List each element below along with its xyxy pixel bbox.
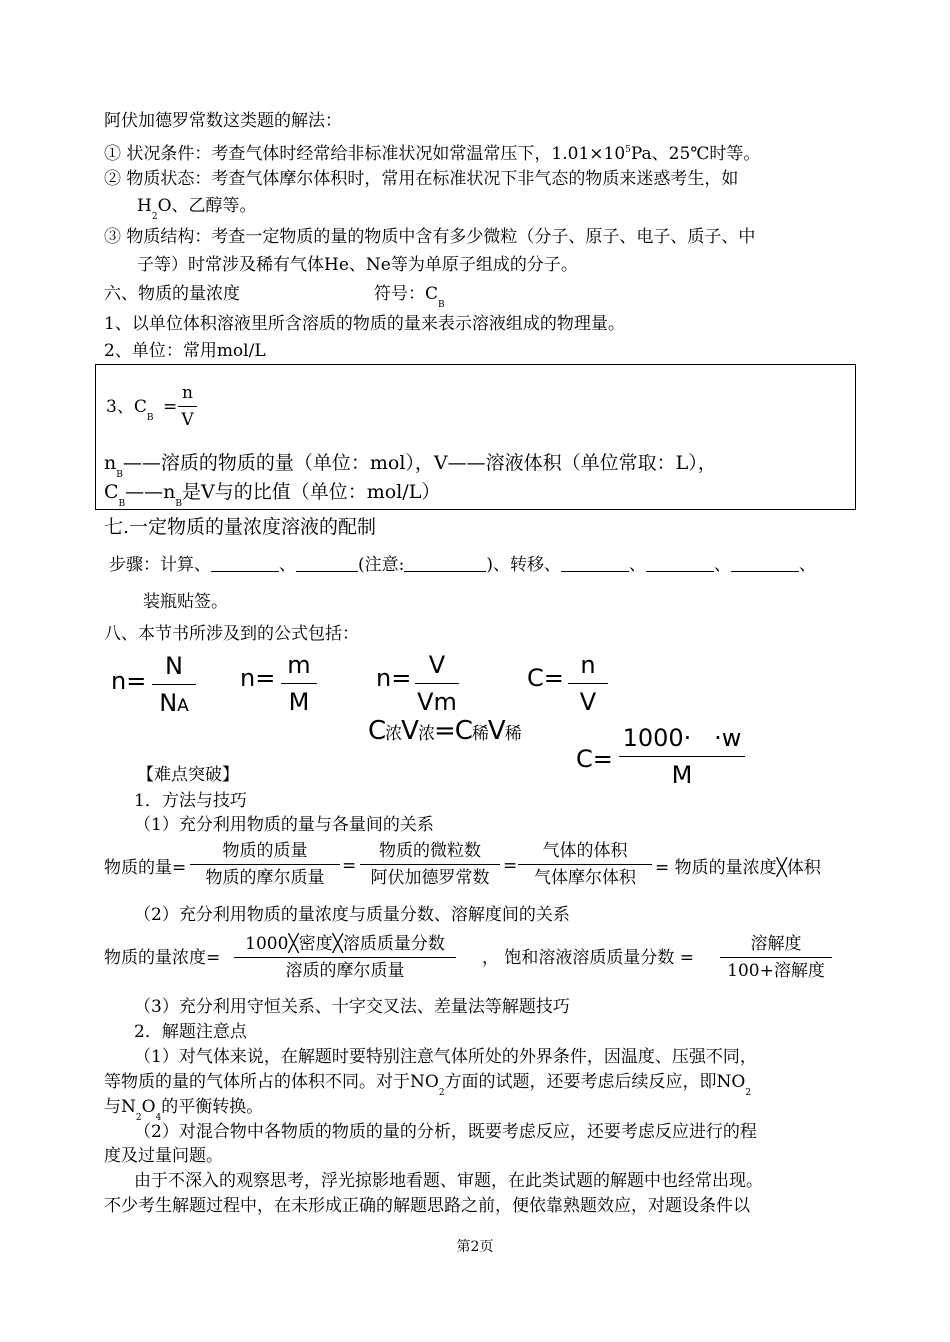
blank-2[interactable]: [296, 553, 358, 572]
formula-lhs: C=: [576, 745, 613, 773]
formula-lhs: C=: [527, 664, 564, 692]
subscript-a: A: [177, 696, 189, 716]
item-structure-cont: 子等）时常涉及稀有气体He、Ne等为单原子组成的分子。: [137, 255, 578, 275]
section6-p2: 2、单位：常用mol/L: [104, 341, 266, 361]
frac-den: 溶质的摩尔质量: [285, 961, 405, 981]
box-def2: [104, 481, 440, 515]
exponent: 5: [625, 145, 631, 155]
frac-num: 溶解度: [720, 933, 832, 958]
sub-dilute: 稀: [504, 724, 521, 744]
item-condition: [104, 139, 760, 165]
blank-1[interactable]: [211, 553, 279, 572]
frac-num: 物质的微粒数: [360, 840, 500, 865]
section6-title: 六、物质的量浓度: [104, 284, 240, 304]
eq1-lhs: 物质的量=: [104, 858, 187, 878]
eq2-frac: [234, 933, 456, 982]
eq1-frac2: [360, 840, 500, 889]
box-formula-prefix: [106, 396, 153, 429]
formula-den: Vm: [417, 688, 457, 716]
formula-num: 1000· ·w: [619, 724, 745, 757]
formula-den: V: [579, 688, 597, 716]
method-skills: 1．方法与技巧: [134, 791, 247, 811]
formula-n-vvm: [376, 664, 411, 692]
section8-title: 八、本节书所涉及到的公式包括：: [104, 624, 359, 644]
eq-sign: =: [503, 856, 518, 876]
formula-lhs: n=: [376, 664, 412, 692]
eq2-mid: ， 饱和溶液溶质质量分数 =: [482, 948, 695, 968]
sep: 、: [279, 555, 296, 575]
note1-line1: （1）对气体来说，在解题时要特别注意气体所处的外界条件，因温度、压强不同，: [134, 1047, 757, 1067]
subscript: 2: [135, 1113, 142, 1123]
steps-label: 步骤：计算、: [109, 555, 211, 575]
subscript: 2: [438, 1088, 445, 1098]
note-text: O: [141, 1097, 156, 1117]
def2-text: 是V与的比值（单位：mol/L）: [182, 481, 441, 503]
section7-steps: [109, 553, 816, 576]
method-1: （1）充分利用物质的量与各量间的关系: [134, 815, 434, 835]
section6-p1: 1、以单位体积溶液里所含溶质的物质的量来表示溶液组成的物理量。: [104, 314, 625, 334]
item-structure: ③ 物质结构：考查一定物质的量的物质中含有多少微粒（分子、原子、电子、质子、中: [104, 227, 756, 247]
sep: 、: [714, 555, 732, 575]
blank-3[interactable]: [561, 553, 629, 572]
eq2-lhs: 物质的量浓度=: [104, 948, 221, 968]
formula-num: N: [152, 652, 196, 685]
subscript: 2: [151, 212, 158, 222]
box-fraction: [178, 382, 197, 431]
method-3: （3）充分利用守恒关系、十字交叉法、差量法等解题技巧: [134, 997, 570, 1017]
def-n: n: [104, 452, 117, 474]
h-text: H: [137, 196, 152, 216]
sub-dilute: 稀: [471, 724, 488, 744]
fraction-den: V: [181, 410, 194, 430]
item-condition-text: ① 状况条件：考查气体时经常给非标准状况如常温常压下，1.01×10: [104, 144, 626, 164]
subscript: 4: [155, 1113, 162, 1123]
formula-den: M: [288, 688, 310, 716]
def2-dash: ——n: [125, 481, 176, 503]
formula-c: 3、C: [106, 397, 147, 417]
frac-num: 气体的体积: [518, 840, 652, 865]
formula-den: M: [671, 761, 693, 789]
c: C: [368, 716, 386, 746]
subscript: B: [175, 499, 183, 509]
page-number: 第2页: [456, 1239, 494, 1255]
item-condition-end: Pa、25℃时等。: [630, 144, 761, 164]
frac-num: 物质的质量: [190, 840, 340, 865]
formula-num: n: [568, 651, 608, 684]
note-text: 方面的试题，还要考虑后续反应，即NO: [444, 1072, 746, 1092]
frac-den: 气体摩尔体积: [534, 868, 636, 888]
item-state-cont: [137, 195, 257, 228]
eq-sign: =: [342, 856, 357, 876]
formula-2-frac: [281, 651, 317, 716]
sep: 、: [629, 555, 647, 575]
subscript: B: [118, 499, 126, 509]
formula-dilution: [368, 716, 521, 746]
subscript: B: [116, 470, 123, 480]
frac-den: 阿伏加德罗常数: [370, 868, 490, 888]
subscript: B: [146, 413, 154, 423]
blank-note[interactable]: [404, 553, 486, 572]
method-2: （2）充分利用物质的量浓度与质量分数、溶解度间的关系: [134, 905, 570, 925]
eq1-rhs: = 物质的量浓度╳体积: [655, 858, 821, 878]
note-text: 与N: [104, 1097, 136, 1117]
formula-c-1000: [576, 745, 613, 773]
eq1-frac3: [518, 840, 652, 889]
symbol-label: 符号：C: [374, 284, 439, 304]
formula-3-frac: [415, 651, 459, 716]
note2-line2: 度及过量问题。: [104, 1146, 223, 1166]
section6-symbol: [374, 283, 445, 316]
formula-n-mm: [240, 664, 275, 692]
eq2-frac2: [720, 933, 832, 982]
note-open: (注意:: [358, 555, 405, 575]
note2-line1: （2）对混合物中各物质的物质的量的分析，既要考虑反应，还要考虑反应进行的程: [134, 1122, 757, 1142]
subscript: B: [438, 300, 445, 310]
frac-den: 物质的摩尔质量: [205, 868, 325, 888]
v: V: [487, 716, 505, 746]
subscript: 2: [745, 1088, 752, 1098]
note-close: )、转移、: [486, 555, 562, 575]
formula-den: [152, 685, 196, 717]
c-dilute: =C: [433, 716, 472, 746]
formula-lhs: n=: [111, 667, 147, 695]
fraction-num: n: [178, 382, 197, 407]
item-state: ② 物质状态：考查气体摩尔体积时，常用在标准状况下非气态的物质来迷惑考生，如: [104, 169, 739, 189]
sep: 、: [799, 555, 817, 575]
note-text: 等物质的量的气体所占的体积不同。对于NO: [104, 1072, 439, 1092]
formula-6-frac: [619, 724, 745, 789]
section7-title: 七.一定物质的量浓度溶液的配制: [104, 516, 377, 538]
blank-4[interactable]: [646, 553, 714, 572]
eq1-frac1: [190, 840, 340, 889]
def1-text: ——溶质的物质的量（单位：mol），V——溶液体积（单位常取：L），: [122, 452, 717, 474]
difficulty-title: 【难点突破】: [137, 765, 239, 785]
formula-c-nv: [527, 664, 564, 692]
box-eq: =: [163, 397, 178, 417]
frac-den: 100+溶解度: [727, 961, 825, 981]
formula-lhs: n=: [240, 664, 276, 692]
formula-4-frac: [568, 651, 608, 716]
notes-title: 2．解题注意点: [134, 1022, 247, 1042]
formula-n-nna: [111, 667, 146, 695]
formula-1-frac: [152, 652, 196, 717]
formula-num: V: [415, 651, 459, 684]
sub-conc: 浓: [417, 724, 434, 744]
sub-conc: 浓: [385, 724, 402, 744]
section7-end: 装瓶贴签。: [143, 592, 228, 612]
formula-num: m: [281, 651, 317, 684]
method-heading: 阿伏加德罗常数这类题的解法：: [104, 111, 342, 131]
item-state-end: O、乙醇等。: [157, 196, 257, 216]
note3-line2: 不少考生解题过程中，在未形成正确的解题思路之前，便依靠熟题效应，对题设条件以: [104, 1196, 750, 1216]
note-text: 的平衡转换。: [161, 1097, 264, 1117]
frac-num: 1000╳密度╳溶质质量分数: [234, 933, 456, 958]
v: V: [401, 716, 418, 746]
den-n: N: [159, 689, 178, 717]
note3-line1: 由于不深入的观察思考，浮光掠影地看题、审题，在此类试题的解题中也经常出现。: [134, 1171, 763, 1191]
def-c: C: [104, 481, 119, 503]
blank-5[interactable]: [731, 553, 799, 572]
